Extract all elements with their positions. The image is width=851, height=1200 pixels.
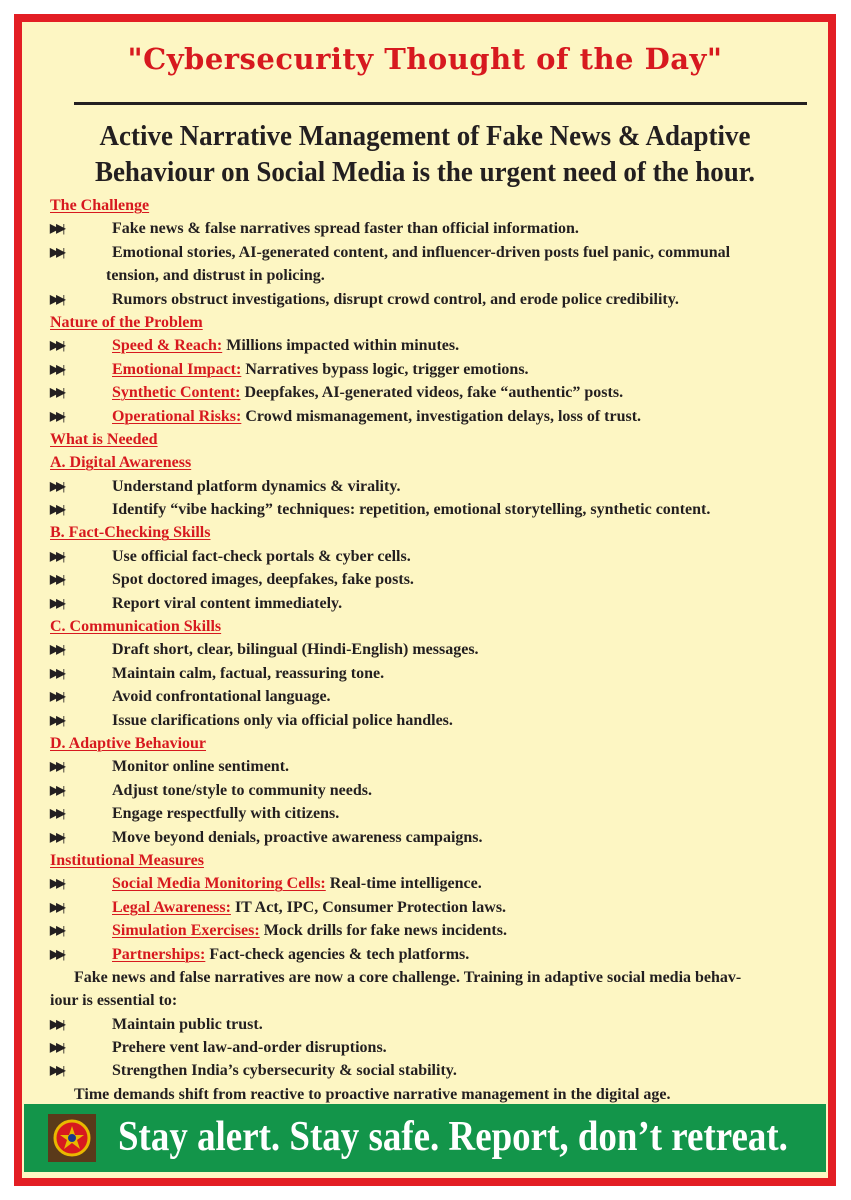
fast-forward-icon: ▶▶|: [50, 1040, 63, 1055]
conclusion-paragraph-line-2: iour is essential to:: [50, 992, 178, 1010]
fast-forward-icon: ▶▶|: [50, 595, 63, 610]
subheading-adaptive-behaviour: D. Adaptive Behaviour: [50, 734, 207, 752]
list-item: ▶▶| Speed & Reach: Millions impacted within minutes.: [50, 334, 810, 357]
fast-forward-icon: ▶▶|: [50, 899, 63, 914]
subheading-fact-checking: B. Fact-Checking Skills: [50, 524, 211, 542]
fast-forward-icon: ▶▶|: [50, 502, 63, 517]
list-item: ▶▶| Operational Risks: Crowd mismanagement, investigation delays, loss of trust.: [50, 405, 810, 428]
list-item: ▶▶| Maintain calm, factual, reassuring tone.: [50, 662, 810, 685]
conclusion-paragraph-line-1: Fake news and false narratives are now a core challenge. Training in adaptive social media behav-: [74, 968, 742, 986]
police-emblem-icon: [48, 1114, 96, 1162]
list-item: ▶▶| Draft short, clear, bilingual (Hindi-English) messages.: [50, 638, 810, 661]
fast-forward-icon: ▶▶|: [50, 1063, 63, 1078]
closing-line: Time demands shift from reactive to proactive narrative management in the digital age.: [74, 1085, 671, 1103]
list-item: ▶▶| Identify “vibe hacking” techniques: repetition, emotional storytelling, synthetic content.: [50, 498, 810, 521]
item-key: Speed & Reach:: [112, 337, 223, 355]
fast-forward-icon: ▶▶|: [50, 642, 63, 657]
list-item: ▶▶| Move beyond denials, proactive awareness campaigns.: [50, 826, 810, 849]
fast-forward-icon: ▶▶|: [50, 876, 63, 891]
list-item: ▶▶| Spot doctored images, deepfakes, fake posts.: [50, 568, 810, 591]
poster-title: "Cybersecurity Thought of the Day": [127, 42, 723, 76]
item-key: Simulation Exercises:: [112, 922, 260, 940]
slogan-text: Stay alert. Stay safe. Report, don’t retreat.: [118, 1114, 788, 1160]
fast-forward-icon: ▶▶|: [50, 782, 63, 797]
poster-frame: [14, 14, 836, 1186]
list-item: ▶▶| Synthetic Content: Deepfakes, AI-generated videos, fake “authentic” posts.: [50, 381, 810, 404]
section-heading-needed: What is Needed: [50, 430, 158, 448]
fast-forward-icon: ▶▶|: [50, 572, 63, 587]
fast-forward-icon: ▶▶|: [50, 829, 63, 844]
fast-forward-icon: ▶▶|: [50, 1016, 63, 1031]
fast-forward-icon: ▶▶|: [50, 946, 63, 961]
fast-forward-icon: ▶▶|: [50, 408, 63, 423]
fast-forward-icon: ▶▶|: [50, 548, 63, 563]
poster-subtitle: [78, 118, 772, 190]
section-heading-institutional: Institutional Measures: [50, 851, 204, 869]
list-item: ▶▶| Maintain public trust.: [50, 1013, 810, 1036]
fast-forward-icon: ▶▶|: [50, 712, 63, 727]
list-item-continuation: tension, and distrust in policing.: [106, 267, 325, 285]
fast-forward-icon: ▶▶|: [50, 221, 63, 236]
subtitle-line-2: Behaviour on Social Media is the urgent need of the hour.: [94, 156, 756, 188]
list-item: ▶▶| Rumors obstruct investigations, disrupt crowd control, and erode police credibility.: [50, 288, 810, 311]
fast-forward-icon: ▶▶|: [50, 478, 63, 493]
subheading-communication: C. Communication Skills: [50, 618, 222, 636]
fast-forward-icon: ▶▶|: [50, 759, 63, 774]
fast-forward-icon: ▶▶|: [50, 806, 63, 821]
fast-forward-icon: ▶▶|: [50, 923, 63, 938]
subheading-digital-awareness: A. Digital Awareness: [50, 454, 192, 472]
item-key: Emotional Impact:: [112, 360, 242, 378]
item-key: Partnerships:: [112, 945, 206, 963]
list-item: ▶▶| Use official fact-check portals & cyber cells.: [50, 545, 810, 568]
fast-forward-icon: ▶▶|: [50, 291, 63, 306]
section-heading-challenge: The Challenge: [50, 197, 150, 214]
list-item: ▶▶| Partnerships: Fact-check agencies & tech platforms.: [50, 943, 810, 966]
fast-forward-icon: ▶▶|: [50, 665, 63, 680]
list-item: ▶▶| Legal Awareness: IT Act, IPC, Consumer Protection laws.: [50, 896, 810, 919]
list-item: ▶▶| Prehere vent law-and-order disruptions.: [50, 1036, 810, 1059]
list-item: ▶▶| Report viral content immediately.: [50, 592, 810, 615]
slogan-banner: [24, 1104, 826, 1172]
list-item: ▶▶| Issue clarifications only via official police handles.: [50, 709, 810, 732]
fast-forward-icon: ▶▶|: [50, 385, 63, 400]
subtitle-line-1: Active Narrative Management of Fake News & Adaptive: [99, 120, 751, 152]
item-key: Synthetic Content:: [112, 384, 241, 402]
list-item: ▶▶| Monitor online sentiment.: [50, 755, 810, 778]
list-item: ▶▶| Fake news & false narratives spread faster than official information.: [50, 217, 810, 240]
fast-forward-icon: ▶▶|: [50, 361, 63, 376]
list-item: ▶▶| Social Media Monitoring Cells: Real-time intelligence.: [50, 872, 810, 895]
fast-forward-icon: ▶▶|: [50, 338, 63, 353]
section-heading-nature: Nature of the Problem: [50, 313, 203, 331]
item-key: Social Media Monitoring Cells:: [112, 875, 326, 893]
list-item: ▶▶| Understand platform dynamics & virality.: [50, 475, 810, 498]
item-key: Operational Risks:: [112, 407, 242, 425]
item-key: Legal Awareness:: [112, 898, 231, 916]
list-item: ▶▶| Emotional Impact: Narratives bypass logic, trigger emotions.: [50, 358, 810, 381]
fast-forward-icon: ▶▶|: [50, 689, 63, 704]
list-item: ▶▶| Emotional stories, AI-generated content, and influencer-driven posts fuel panic, communal: [50, 241, 810, 264]
title-divider: [74, 102, 807, 105]
list-item: ▶▶| Adjust tone/style to community needs.: [50, 779, 810, 802]
list-item: ▶▶| Strengthen India’s cybersecurity & social stability.: [50, 1059, 810, 1082]
list-item: ▶▶| Simulation Exercises: Mock drills for fake news incidents.: [50, 919, 810, 942]
poster-content: [50, 194, 810, 1106]
fast-forward-icon: ▶▶|: [50, 244, 63, 259]
list-item: ▶▶| Avoid confrontational language.: [50, 685, 810, 708]
list-item: ▶▶| Engage respectfully with citizens.: [50, 802, 810, 825]
